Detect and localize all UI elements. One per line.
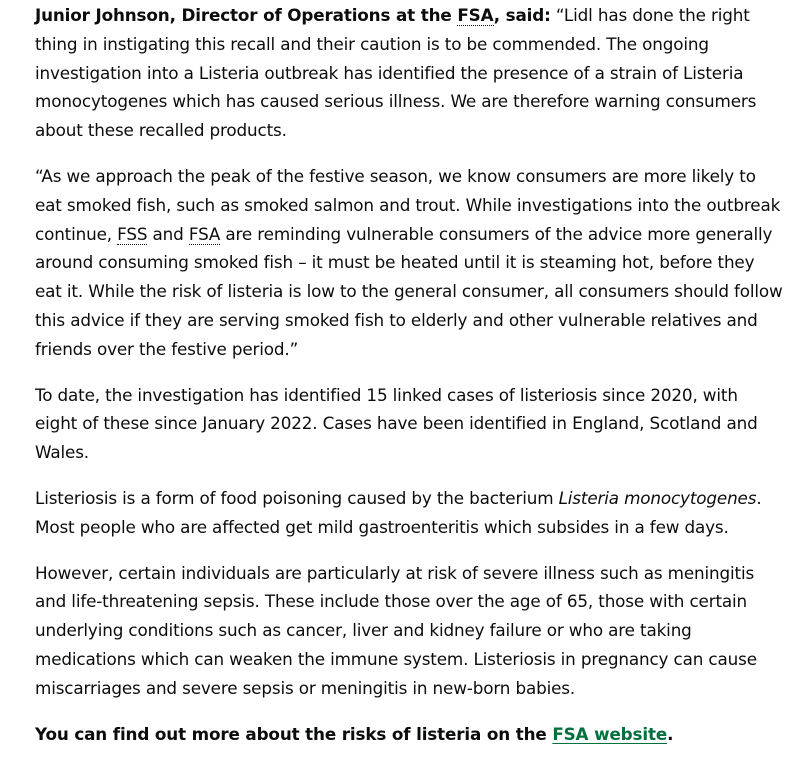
- fsa-website-link[interactable]: FSA website: [552, 723, 668, 744]
- linked-cases-text: To date, the investigation has identified 15 linked cases of listeriosis since 2020, with eight of these since January 2022. Cases have been identified in England, Scotland and Wales.: [35, 384, 758, 463]
- speaker-said: , said:: [493, 5, 551, 25]
- paragraph-find-out-more: [35, 720, 783, 749]
- paragraph-festive-season: [35, 162, 783, 364]
- paragraph-risk-groups: [35, 559, 783, 703]
- bacterium-name: Listeria monocytogenes: [558, 487, 757, 508]
- definition-text-part2: . Most people who are affected get mild gastroenteritis which subsides in a few days.: [35, 487, 762, 537]
- abbr-fss: FSS: [117, 223, 148, 244]
- find-out-more-text: You can find out more about the risks of listeria on the: [35, 723, 553, 744]
- festive-text-part1: “As we approach the peak of the festive season, we know consumers are more likely to eat smoked fish, such as smoked salmon and trout. While investigations into the outbreak continue,: [35, 165, 781, 244]
- abbr-fsa-2: FSA: [188, 223, 221, 244]
- festive-text-part3: are reminding vulnerable consumers of the advice more generally around consuming smoked fish – it must be heated until it is steaming hot, before they eat it. While the risk of listeria is low to the general consumer, all consumers should follow this advice if they are serving smoked fish to elderly and other vulnerable relatives and friends over the festive period.”: [35, 223, 783, 359]
- article-body: [35, 0, 783, 765]
- paragraph-quote-junior-johnson: [35, 1, 783, 145]
- abbr-fsa: FSA: [457, 5, 494, 25]
- find-out-more-period: .: [667, 723, 674, 744]
- definition-text-part1: Listeriosis is a form of food poisoning caused by the bacterium: [35, 487, 559, 508]
- speaker-attribution: [35, 5, 551, 26]
- speaker-name-title: Junior Johnson, Director of Operations at the: [35, 5, 458, 25]
- festive-text-part2: and: [147, 223, 189, 244]
- paragraph-listeriosis-definition: [35, 484, 783, 542]
- quote-text-1: “Lidl has done the right thing in instigating this recall and their caution is to be commended. The ongoing investigation into a Listeria outbreak has identified the presence of a strain of Listeria monocytogenes which has caused serious illness. We are therefore warning consumers about these recalled products.: [35, 5, 757, 141]
- paragraph-linked-cases: [35, 381, 783, 467]
- risk-groups-text: However, certain individuals are particularly at risk of severe illness such as meningitis and life-threatening sepsis. These include those over the age of 65, those with certain underlying conditions such as cancer, liver and kidney failure or who are taking medications which can weaken the immune system. Listeriosis in pregnancy can cause miscarriages and severe sepsis or meningitis in new-born babies.: [35, 562, 757, 698]
